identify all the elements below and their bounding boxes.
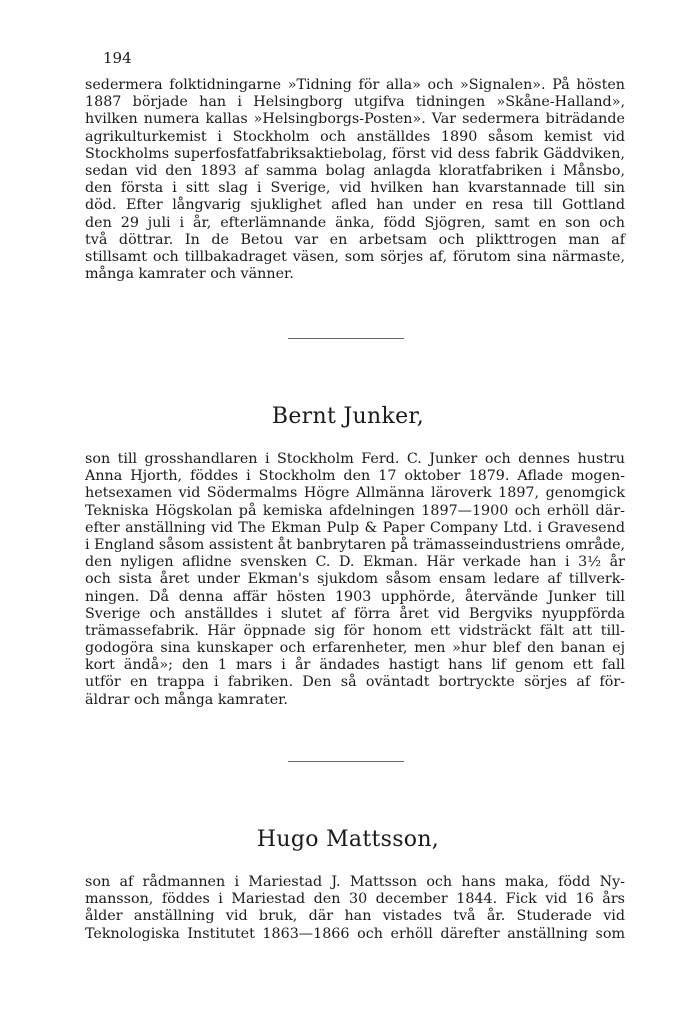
section-divider (288, 761, 404, 762)
text-line: utför en trappa i fabriken. Den så oväntadt bortryckte sörjes af för- (85, 674, 625, 691)
text-line: den första i sitt slag i Sverige, vid hvilken han kvarstannade till sin (85, 180, 625, 197)
text-line: många kamrater och vänner. (85, 266, 294, 283)
text-line: Teknologiska Institutet 1863—1866 och erhöll därefter anställning som (85, 925, 625, 942)
text-line: kort ändå»; den 1 mars i år ändades hastigt hans lif genom ett fall (85, 657, 625, 674)
text-line: i England såsom assistent åt banbrytaren på trämasseindustriens område, (85, 536, 626, 553)
text-line: mansson, föddes i Mariestad den 30 december 1844. Fick vid 16 års (85, 891, 625, 908)
heading-bernt-junker: Bernt Junker, (271, 404, 425, 429)
text-line: hvilken numera kallas »Helsingborgs-Posten». Var sedermera biträdande (85, 111, 625, 128)
text-line: sedermera folktidningarne »Tidning för alla» och »Signalen». På hösten (85, 77, 625, 93)
text-line: äldrar och många kamrater. (85, 691, 288, 708)
text-line: sedan vid den 1893 af samma bolag anlagda kloratfabriken i Månsbo, (85, 162, 625, 179)
text-line: död. Efter långvarig sjuklighet afled han under en resa till Gottland (85, 197, 625, 214)
text-line: hetsexamen vid Södermalms Högre Allmänna läroverk 1897, genomgick (85, 485, 625, 502)
text-line: stillsamt och tillbakadraget väsen, som sörjes af, förutom sina närmaste, (85, 248, 625, 265)
text-line: och sista året under Ekman's sjukdom såsom ensam ledare af tillverk- (85, 571, 625, 588)
text-line: agrikulturkemist i Stockholm och anställdes 1890 såsom kemist vid (85, 128, 625, 145)
text-line: ningen. Då denna affär hösten 1903 upphörde, återvände Junker till (85, 588, 625, 605)
text-line: Sverige och anställdes i slutet af förra året vid Bergviks nyuppförda (85, 605, 625, 622)
paragraph-de-betou (85, 77, 625, 283)
text-line: ålder anställning vid bruk, där han vistades två år. Studerade vid (85, 908, 625, 925)
text-line: efter anställning vid The Ekman Pulp & Paper Company Ltd. i Gravesend (85, 519, 625, 536)
text-line: trämassefabrik. Här öppnade sig för honom ett vidsträckt fält att till- (85, 622, 625, 639)
text-line: Stockholms superfosfatfabriksaktiebolag, först vid dess fabrik Gäddviken, (85, 145, 625, 162)
text-line: den 29 juli i år, efterlämnande änka, född Sjögren, samt en son och (85, 214, 625, 231)
heading-hugo-mattsson: Hugo Mattsson, (256, 827, 440, 852)
section-divider (288, 338, 404, 339)
text-line: son till grosshandlaren i Stockholm Ferd. C. Junker och dennes hustru (85, 451, 625, 467)
text-line: son af rådmannen i Mariestad J. Mattsson och hans maka, född Ny- (85, 874, 625, 890)
paragraph-hugo-mattsson (85, 874, 625, 943)
text-line: den nyligen aflidne svensken C. D. Ekman. Här verkade han i 3½ år (85, 554, 625, 571)
text-line: 1887 började han i Helsingborg utgifva tidningen »Skåne-Halland», (85, 94, 625, 111)
text-line: Anna Hjorth, föddes i Stockholm den 17 oktober 1879. Aflade mogen- (85, 468, 625, 485)
page-number: 194 (103, 49, 132, 67)
text-line: Tekniska Högskolan på kemiska afdelningen 1897—1900 och erhöll där- (85, 502, 625, 519)
text-line: två döttrar. In de Betou var en arbetsam och plikttrogen man af (85, 231, 625, 248)
paragraph-bernt-junker (85, 451, 625, 709)
text-line: godogöra sina kunskaper och erfarenheter, men »hur blef den banan ej (85, 640, 625, 657)
